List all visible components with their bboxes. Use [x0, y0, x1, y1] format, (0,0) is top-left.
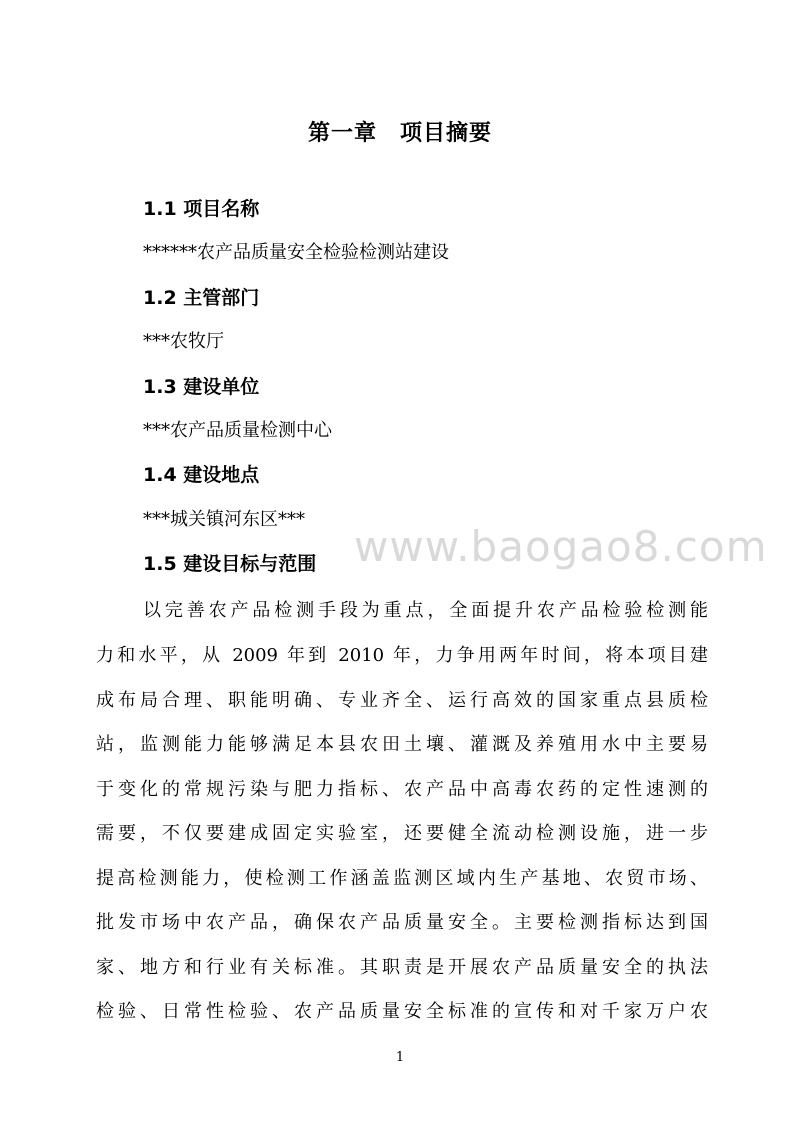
- section-value-department: ***农牧厅: [143, 331, 224, 352]
- section-heading-construction-unit: 1.3 建设单位: [143, 376, 260, 398]
- section-heading-goals-scope: 1.5 建设目标与范围: [143, 553, 317, 575]
- section-value-location: ***城关镇河东区***: [143, 509, 305, 530]
- body-paragraph-line: 检验、日常性检验、农产品质量安全标准的宣传和对千家万户农: [96, 1001, 708, 1022]
- watermark: www.baogao8.com: [354, 522, 768, 571]
- section-value-project-name: ******农产品质量安全检验检测站建设: [143, 242, 449, 263]
- body-paragraph-line: 以完善农产品检测手段为重点，全面提升农产品检验检测能: [143, 600, 708, 621]
- chapter-title: 第一章 项目摘要: [307, 121, 492, 146]
- section-heading-location: 1.4 建设地点: [143, 464, 260, 486]
- body-paragraph-line: 批发市场中农产品，确保农产品质量安全。主要检测指标达到国: [96, 912, 708, 933]
- body-paragraph-line: 成布局合理、职能明确、专业齐全、运行高效的国家重点县质检: [96, 690, 708, 711]
- body-paragraph-line: 提高检测能力，使检测工作涵盖监测区域内生产基地、农贸市场、: [96, 868, 708, 889]
- section-heading-project-name: 1.1 项目名称: [143, 198, 260, 220]
- body-paragraph-line: 力和水平，从 2009 年到 2010 年，力争用两年时间，将本项目建: [96, 645, 708, 666]
- body-paragraph-line: 于变化的常规污染与肥力指标、农产品中高毒农药的定性速测的: [96, 779, 708, 800]
- body-paragraph-line: 家、地方和行业有关标准。其职责是开展农产品质量安全的执法: [96, 957, 708, 978]
- section-value-construction-unit: ***农产品质量检测中心: [143, 420, 332, 441]
- body-paragraph-line: 需要，不仅要建成固定实验室，还要健全流动检测设施，进一步: [96, 823, 708, 844]
- section-heading-department: 1.2 主管部门: [143, 287, 260, 309]
- body-paragraph-line: 站，监测能力能够满足本县农田土壤、灌溉及养殖用水中主要易: [96, 734, 708, 755]
- page-number: 1: [395, 1050, 405, 1065]
